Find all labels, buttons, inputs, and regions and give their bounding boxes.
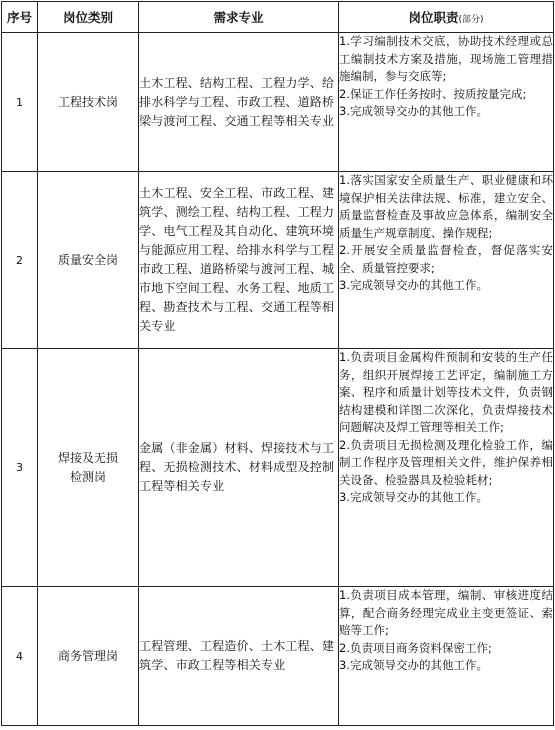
row-num: 2: [2, 172, 38, 349]
row-category: 工程技术岗: [38, 33, 139, 172]
duty-item: 3.完成领导交办的其他工作。: [339, 658, 488, 672]
table-header-row: [2, 2, 554, 33]
header-num: 序号: [2, 2, 38, 33]
table-row: [2, 172, 554, 349]
header-major: 需求专业: [139, 2, 339, 33]
job-requirements-table: [1, 1, 554, 726]
header-duty-note: (部分): [458, 15, 484, 25]
row-major: 工程管理、工程造价、土木工程、建筑学、市政工程等相关专业: [139, 587, 339, 726]
duty-item: 2.负责项目无损检测及理化检验工作，编制工作程序及管理相关文件，维护保养相关设备、检验器具及检验耗材;: [339, 437, 553, 487]
duty-item: 1.落实国家安全质量生产、职业健康和环境保护相关法律法规、标准，建立安全、质量监督检查及事故应急体系，编制安全质量生产规章制度、操作规程;: [339, 173, 553, 240]
duty-item: 3.完成领导交办的其他工作。: [339, 104, 488, 118]
row-major: 土木工程、安全工程、市政工程、建筑学、测绘工程、结构工程、工程力学、电气工程及其自动化、建筑环境与能源应用工程、给排水科学与工程市政工程、道路桥梁与渡河工程、城市地下空间工程、水务工程、地质工程、勘查技术与工程、交通工程等相关专业: [139, 172, 339, 349]
duty-item: 2.负责项目商务资料保密工作;: [339, 640, 492, 655]
row-duties: [339, 172, 554, 349]
duty-item: 3.完成领导交办的其他工作。: [339, 278, 488, 292]
duty-item: 2.开展安全质量监督检查，督促落实安全、质量管控要求;: [339, 243, 553, 275]
duty-item: 1.学习编制技术交底，协助技术经理或总工编制技术方案及措施，现场施工管理措施编制，参与交底等;: [339, 34, 553, 83]
row-major: 金属（非金属）材料、焊接技术与工程、无损检测技术、材料成型及控制工程等相关专业: [139, 349, 339, 587]
header-category: 岗位类别: [38, 2, 139, 33]
row-duties: [339, 587, 554, 726]
row-category: 焊接及无损检测岗: [38, 349, 139, 587]
header-duty: [339, 2, 554, 33]
table-row: [2, 33, 554, 172]
row-category: 质量安全岗: [38, 172, 139, 349]
table-row: [2, 587, 554, 726]
row-category: 商务管理岗: [38, 587, 139, 726]
row-duties: [339, 33, 554, 172]
duty-item: 2.保证工作任务按时、按质按量完成;: [339, 86, 527, 101]
duty-item: 1.负责项目成本管理，编制、审核进度结算，配合商务经理完成业主变更签证、索赔等工作;: [339, 588, 553, 637]
duty-item: 1.负责项目金属构件预制和安装的生产任务，组织开展焊接工艺评定，编制施工方案、程序和质量计划等技术文件，负责钢结构建模和详图二次深化，负责焊接技术问题解决及焊工管理等相关工作;: [339, 350, 553, 434]
row-num: 3: [2, 349, 38, 587]
duty-item: 3.完成领导交办的其他工作。: [339, 490, 488, 504]
header-duty-label: 岗位职责: [408, 10, 459, 25]
row-duties: [339, 349, 554, 587]
row-num: 1: [2, 33, 38, 172]
row-num: 4: [2, 587, 38, 726]
row-major: 土木工程、结构工程、工程力学、给排水科学与工程、市政工程、道路桥梁与渡河工程、交通工程等相关专业: [139, 33, 339, 172]
table-row: [2, 349, 554, 587]
